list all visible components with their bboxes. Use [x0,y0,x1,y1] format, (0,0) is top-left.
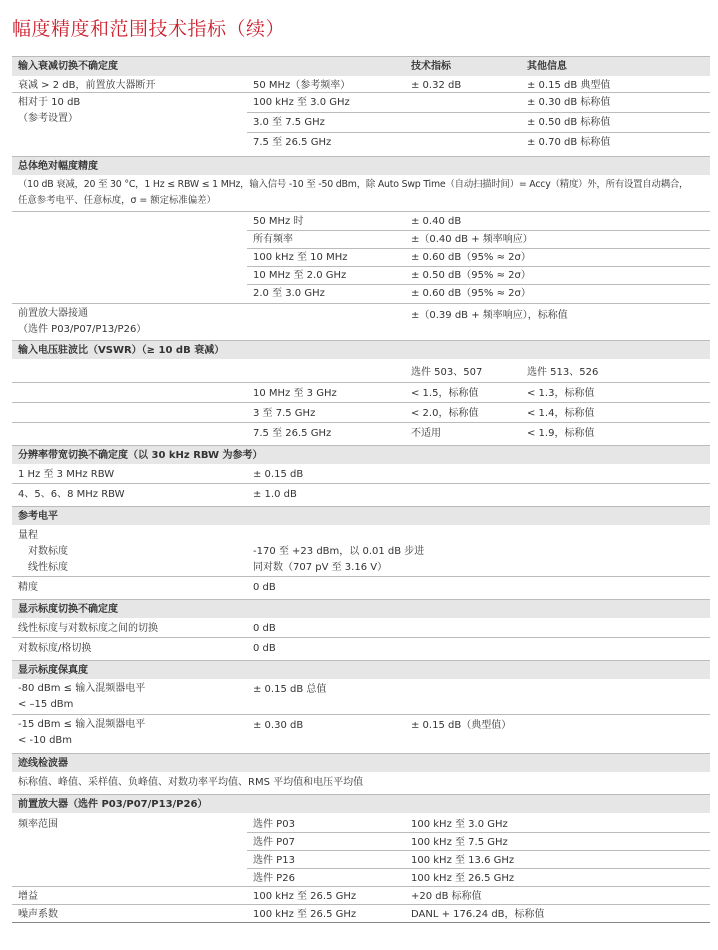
table-row [12,76,710,93]
row-frequency: 50 MHz（参考频率） [253,80,351,91]
table-row [12,403,710,423]
section-title: 显示标度切换不确定度 [18,604,118,615]
table-row [12,359,710,383]
row-option: 选件 P07 [253,837,295,848]
note-line: （10 dB 衰减，20 至 30 °C，1 Hz ≤ RBW ≤ 1 MHz，输入信号 -10 至 -50 dBm，除 Auto Swp Time（自动扫描时间）= Accy（精度）外，所有设置自动耦合， [18,179,689,190]
table-row [12,423,710,443]
table-row [12,638,710,658]
section-header-trace-detectors [12,753,710,772]
row-spec: ±（0.40 dB + 频率响应） [411,234,533,245]
row-info: ± 0.15 dB 典型值 [527,80,611,91]
row-info: < 1.9，标称值 [527,428,595,439]
section-header-attenuation [12,56,710,76]
row-frequency: 100 kHz 至 26.5 GHz [253,891,357,902]
row-frequency: 100 kHz 至 26.5 GHz [253,909,357,920]
column-header-option: 选件 503、507 [411,367,483,378]
row-frequency: 100 kHz 至 3.0 GHz [253,97,350,108]
row-label: 线性标度与对数标度之间的切换 [18,623,158,634]
section-header-vswr [12,340,710,359]
table-row [12,887,710,905]
row-frequency: 2.0 至 3.0 GHz [253,288,325,299]
row-label: 4、5、6、8 MHz RBW [18,489,125,500]
row-label: 频率范围 [18,819,58,830]
table-row [12,577,710,597]
section-header-reference-level [12,506,710,525]
section-title: 前置放大器（选件 P03/P07/P13/P26） [18,799,208,810]
row-label: 1 Hz 至 3 MHz RBW [18,469,115,480]
section-header-scale-switching [12,599,710,618]
row-label: < –15 dBm [18,699,74,710]
row-label: 量程 [18,530,38,541]
table-row [12,484,710,504]
row-label-note: （参考设置） [18,113,78,124]
section-title: 分辨率带宽切换不确定度（以 30 kHz RBW 为参考） [18,450,263,461]
row-frequency: 所有频率 [253,234,293,245]
row-spec: ± 0.50 dB（95% ≈ 2σ） [411,270,531,281]
table-group [12,813,710,887]
row-info: ± 0.70 dB 标称值 [527,137,611,148]
row-label: 相对于 10 dB [18,97,81,108]
column-header-spec: 技术指标 [411,61,451,72]
row-label: 对数标度/格切换 [18,643,92,654]
row-spec: 0 dB [253,623,276,634]
column-header-option: 选件 513、526 [527,367,599,378]
table-row [12,618,710,638]
row-label: -80 dBm ≤ 输入混频器电平 [18,683,146,694]
row-label: 衰减 > 2 dB，前置放大器断开 [18,80,156,91]
row-spec: -170 至 +23 dBm，以 0.01 dB 步进 [253,546,425,557]
section-title: 迹线检波器 [18,758,68,769]
section-header-rbw-switching [12,445,710,464]
row-label: 前置放大器接通 [18,308,88,319]
row-spec: 100 kHz 至 3.0 GHz [411,819,508,830]
row-spec: 0 dB [253,643,276,654]
page-title: 幅度精度和范围技术指标（续） [12,18,286,40]
row-option: 选件 P13 [253,855,295,866]
section-header-preamplifier [12,794,710,813]
row-spec: 同对数（707 pV 至 3.16 V） [253,562,388,573]
row-info: ± 0.30 dB 标称值 [527,97,611,108]
row-info: ± 0.50 dB 标称值 [527,117,611,128]
row-spec: ± 0.15 dB 总值 [253,684,327,695]
row-spec: DANL + 176.24 dB，标称值 [411,909,545,920]
section-title: 输入衰减切换不确定度 [18,61,118,72]
section-title: 总体绝对幅度精度 [18,161,98,172]
table-row [12,383,710,403]
row-spec: < 2.0，标称值 [411,408,479,419]
row-spec: 100 kHz 至 13.6 GHz [411,855,515,866]
row-label: 噪声系数 [18,909,58,920]
row-label: -15 dBm ≤ 输入混频器电平 [18,719,146,730]
row-info: ± 0.15 dB（典型值） [411,720,512,731]
table-row [12,679,710,715]
table-row [12,464,710,484]
row-spec: +20 dB 标称值 [411,891,482,902]
column-header-info: 其他信息 [527,61,567,72]
row-spec: ± 0.15 dB [253,469,304,480]
row-label-note: （选件 P03/P07/P13/P26） [18,324,147,335]
row-frequency: 10 MHz 至 2.0 GHz [253,270,347,281]
row-spec: 不适用 [411,428,441,439]
row-spec: ± 0.60 dB（95% ≈ 2σ） [411,288,531,299]
row-frequency: 50 MHz 时 [253,216,304,227]
row-frequency: 10 MHz 至 3 GHz [253,388,337,399]
row-label: 标称值、峰值、采样值、负峰值、对数功率平均值、RMS 平均值和电压平均值 [18,777,364,788]
row-spec: ± 1.0 dB [253,489,297,500]
row-spec: 100 kHz 至 7.5 GHz [411,837,508,848]
row-frequency: 7.5 至 26.5 GHz [253,428,332,439]
row-spec: < 1.5，标称值 [411,388,479,399]
row-option: 选件 P03 [253,819,295,830]
row-label: 精度 [18,582,38,593]
row-spec: 100 kHz 至 26.5 GHz [411,873,515,884]
spec-table [12,56,710,923]
row-option: 选件 P26 [253,873,295,884]
section-header-absolute-accuracy [12,156,710,175]
row-label: 增益 [18,891,38,902]
table-row [12,304,710,340]
row-label: 对数标度 [28,546,68,557]
row-label: 线性标度 [28,562,68,573]
row-label: < -10 dBm [18,735,73,746]
row-frequency: 3.0 至 7.5 GHz [253,117,325,128]
row-spec: ± 0.40 dB [411,216,462,227]
row-spec: ± 0.30 dB [253,720,304,731]
table-group [12,525,710,577]
section-note [12,175,710,212]
table-group [12,93,710,153]
note-line: 任意参考电平、任意标度，σ = 额定标准偏差） [18,195,216,206]
section-title: 显示标度保真度 [18,665,88,676]
row-spec: ±（0.39 dB + 频率响应），标称值 [411,310,568,321]
row-info: < 1.4，标称值 [527,408,595,419]
section-title: 输入电压驻波比（VSWR）（≥ 10 dB 衰减） [18,345,225,356]
row-spec: ± 0.60 dB（95% ≈ 2σ） [411,252,531,263]
table-row [12,772,710,792]
row-frequency: 100 kHz 至 10 MHz [253,252,348,263]
table-row [12,715,710,751]
row-frequency: 7.5 至 26.5 GHz [253,137,332,148]
table-group [12,212,710,304]
section-title: 参考电平 [18,511,58,522]
row-spec: 0 dB [253,582,276,593]
row-frequency: 3 至 7.5 GHz [253,408,316,419]
table-row [12,905,710,923]
section-header-scale-fidelity [12,660,710,679]
row-spec: ± 0.32 dB [411,80,462,91]
row-info: < 1.3，标称值 [527,388,595,399]
